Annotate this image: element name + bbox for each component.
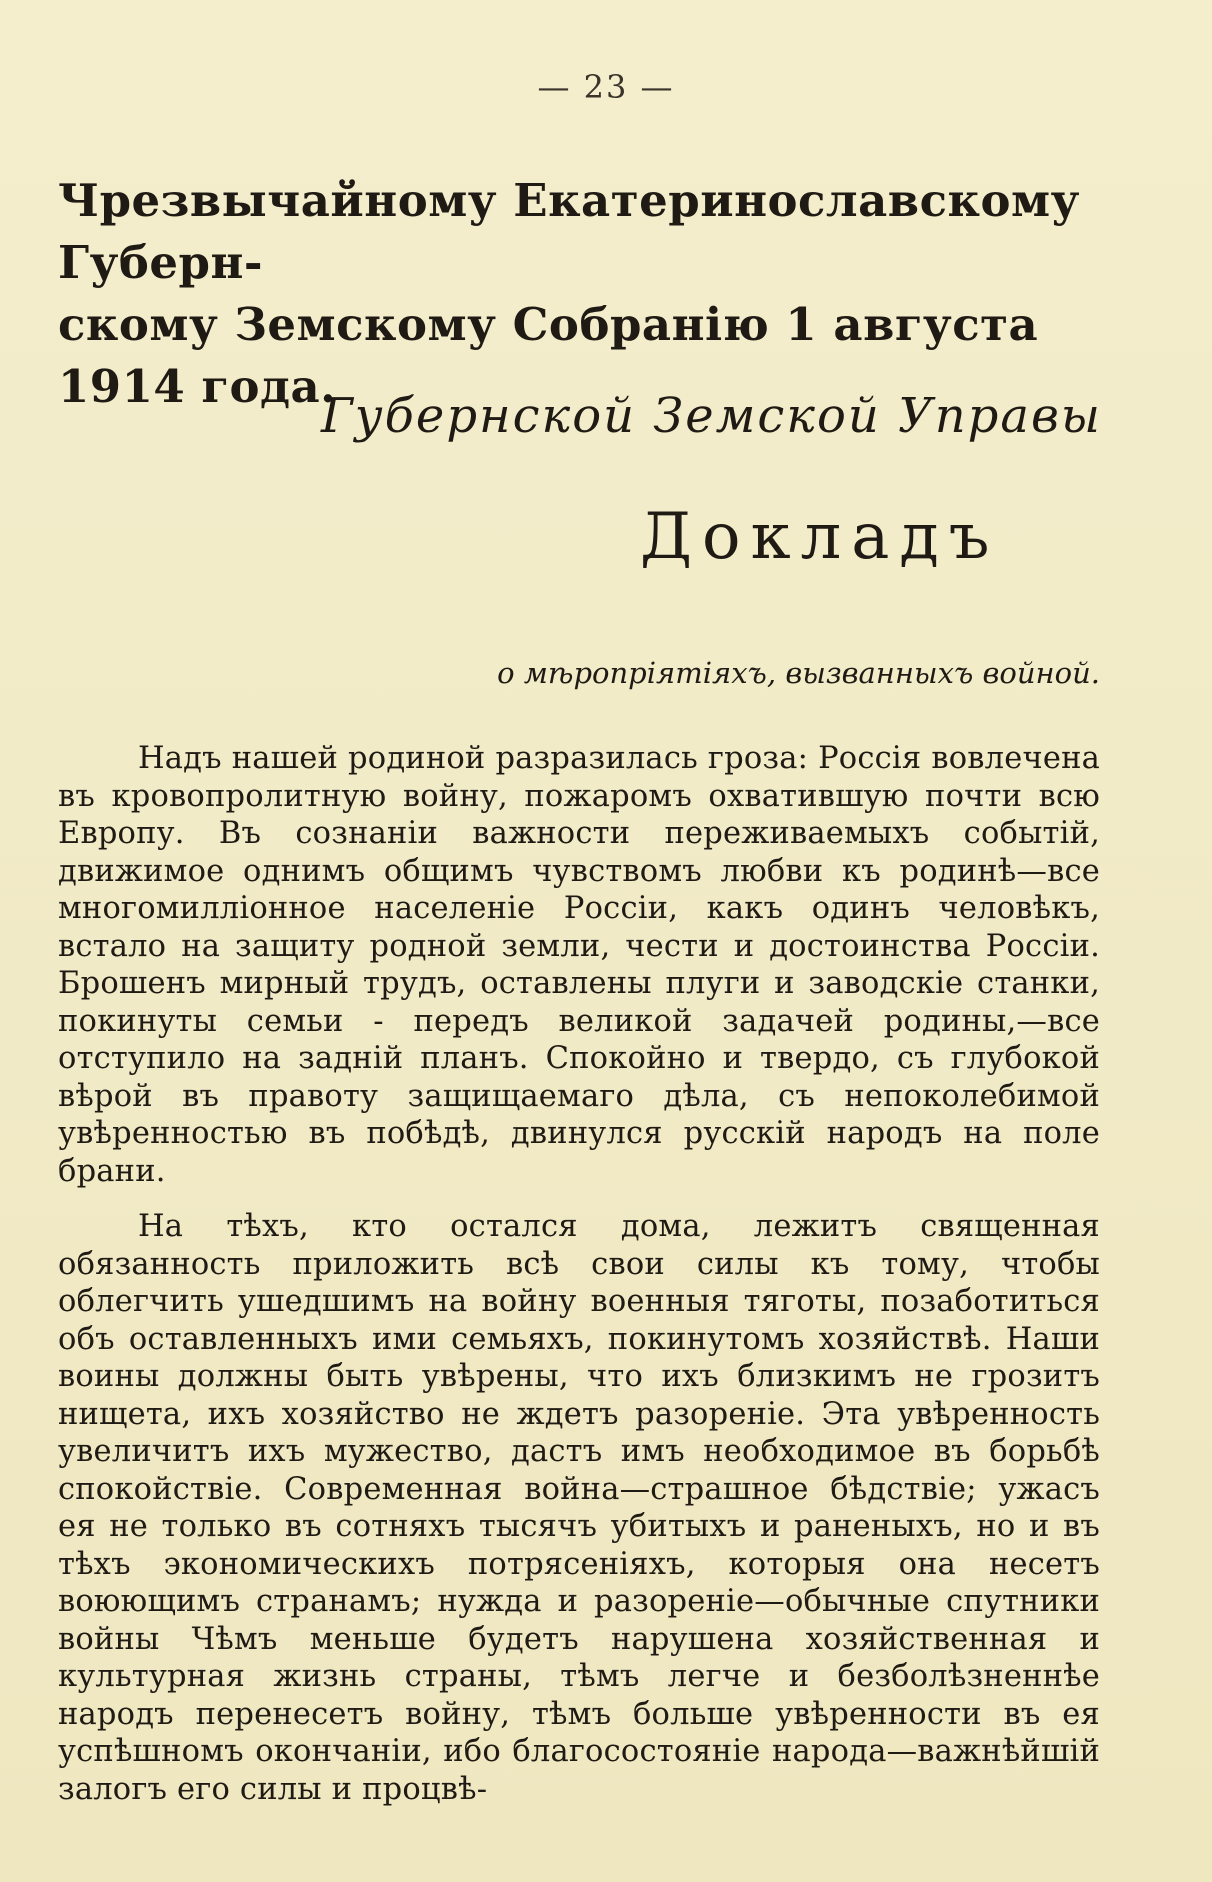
report-title: Докладъ [640,500,1000,574]
report-body [58,740,1100,1826]
report-subtitle: о мѣропріятіяхъ, вызванныхъ войной. [497,656,1100,690]
assembly-heading [58,170,1098,418]
body-paragraph: Надъ нашей родиной разразилась гроза: Россія вовлечена въ кровопролитную войну, пожаромъ охватившую почти всю Европу. Въ сознаніи важности переживаемыхъ событій, движимое однимъ общимъ чувствомъ любви къ родинѣ—все многомилліонное населеніе Россіи, какъ одинъ человѣкъ, встало на защиту родной земли, чести и достоинства Россіи. Брошенъ мирный трудъ, оставлены плуги и заводскіе станки, покинуты семьи - передъ великой задачей родины,—все отступило на задній планъ. Спокойно и твердо, съ глубокой вѣрой въ правоту защищаемаго дѣла, съ непоколебимой увѣренностью въ побѣдѣ, двинулся русскій народъ на поле брани. [58,741,1100,1189]
agency-name: Губернской Земской Управы [321,388,1102,444]
heading-line-2: скому Земскому Собранію 1 августа 1914 года. [58,298,1039,413]
page-number: — 23 — [537,68,675,106]
heading-line-1: Чрезвычайному Екатеринославскому Губерн- [58,174,1080,289]
body-paragraph: На тѣхъ, кто остался дома, лежитъ священная обязанность приложить всѣ свои силы къ тому, чтобы облегчить ушедшимъ на войну военныя тяготы, позаботиться объ оставленныхъ ими семьяхъ, покинутомъ хозяйствѣ. Наши воины должны быть увѣрены, что ихъ близкимъ не грозитъ нищета, ихъ хозяйство не ждетъ разореніе. Эта увѣренность увеличитъ ихъ мужество, дастъ имъ необходимое въ борьбѣ спокойствіе. Современная война—страшное бѣдствіе; ужасъ ея не только въ сотняхъ тысячъ убитыхъ и раненыхъ, но и въ тѣхъ экономическихъ потрясеніяхъ, которыя она несетъ воюющимъ странамъ; нужда и разореніе—обычные спутники войны Чѣмъ меньше будетъ нарушена хозяйственная и культурная жизнь страны, тѣмъ легче и безболѣзненнѣе народъ перенесетъ войну, тѣмъ больше увѣренности въ ея успѣшномъ окончаніи, ибо благосостояніе народа—важнѣйшій залогъ его силы и процвѣ- [58,1209,1100,1807]
